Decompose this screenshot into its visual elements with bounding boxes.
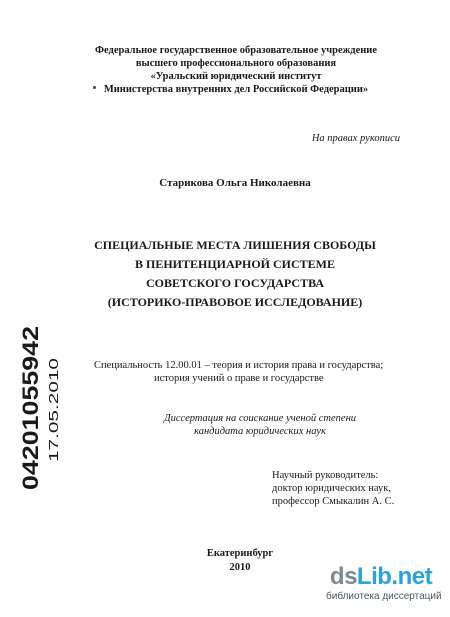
degree-line: Диссертация на соискание ученой степени	[163, 413, 357, 424]
supervisor-line: Научный руководитель:	[272, 470, 379, 481]
stamp-number: 04201055942	[18, 355, 43, 490]
supervisor-block	[272, 469, 442, 508]
title-line: СОВЕТСКОГО ГОСУДАРСТВА	[146, 276, 324, 290]
institution-line: Федеральное государственное образовательное учреждение	[94, 45, 378, 56]
watermark-subtitle: библиотека диссертаций	[326, 591, 442, 602]
specialty-line: история учений о праве и государстве	[154, 373, 324, 384]
dissertation-title	[70, 236, 400, 312]
title-line: В ПЕНИТЕНЦИАРНОЙ СИСТЕМЕ	[134, 257, 336, 271]
institution-line: «Уральский юридический институт	[150, 71, 322, 82]
stamp-graphic	[12, 324, 64, 494]
institution-line: высшего профессионального образования	[135, 58, 337, 69]
logo-part-lib: Lib.net	[356, 563, 433, 590]
library-stamp	[12, 324, 64, 494]
place-and-year	[150, 547, 330, 575]
dslib-watermark[interactable]	[326, 563, 442, 602]
supervisor-line: профессор Смыкалин А. С.	[272, 496, 395, 507]
city: Екатеринбург	[206, 548, 274, 559]
supervisor-line: доктор юридических наук,	[272, 483, 391, 494]
title-line: СПЕЦИАЛЬНЫЕ МЕСТА ЛИШЕНИЯ СВОБОДЫ	[94, 238, 376, 252]
institution-line: Министерства внутренних дел Российской Федерации»	[103, 84, 369, 95]
scan-speck	[93, 86, 96, 89]
specialty-block	[94, 359, 394, 385]
year: 2010	[229, 562, 251, 573]
dslib-logo[interactable]	[326, 564, 436, 590]
manuscript-note: На правах рукописи	[311, 133, 400, 144]
specialty-line: Специальность 12.00.01 – теория и история права и государства;	[94, 360, 384, 371]
degree-line: кандидата юридических наук	[194, 426, 326, 437]
institution-header	[60, 44, 412, 96]
stamp-date: 17.05.2010	[46, 396, 61, 462]
author-name: Старикова Ольга Николаевна	[159, 177, 311, 189]
degree-statement	[110, 412, 410, 438]
title-line: (ИСТОРИКО-ПРАВОВОЕ ИССЛЕДОВАНИЕ)	[107, 295, 363, 309]
logo-part-ds: ds	[329, 563, 357, 590]
